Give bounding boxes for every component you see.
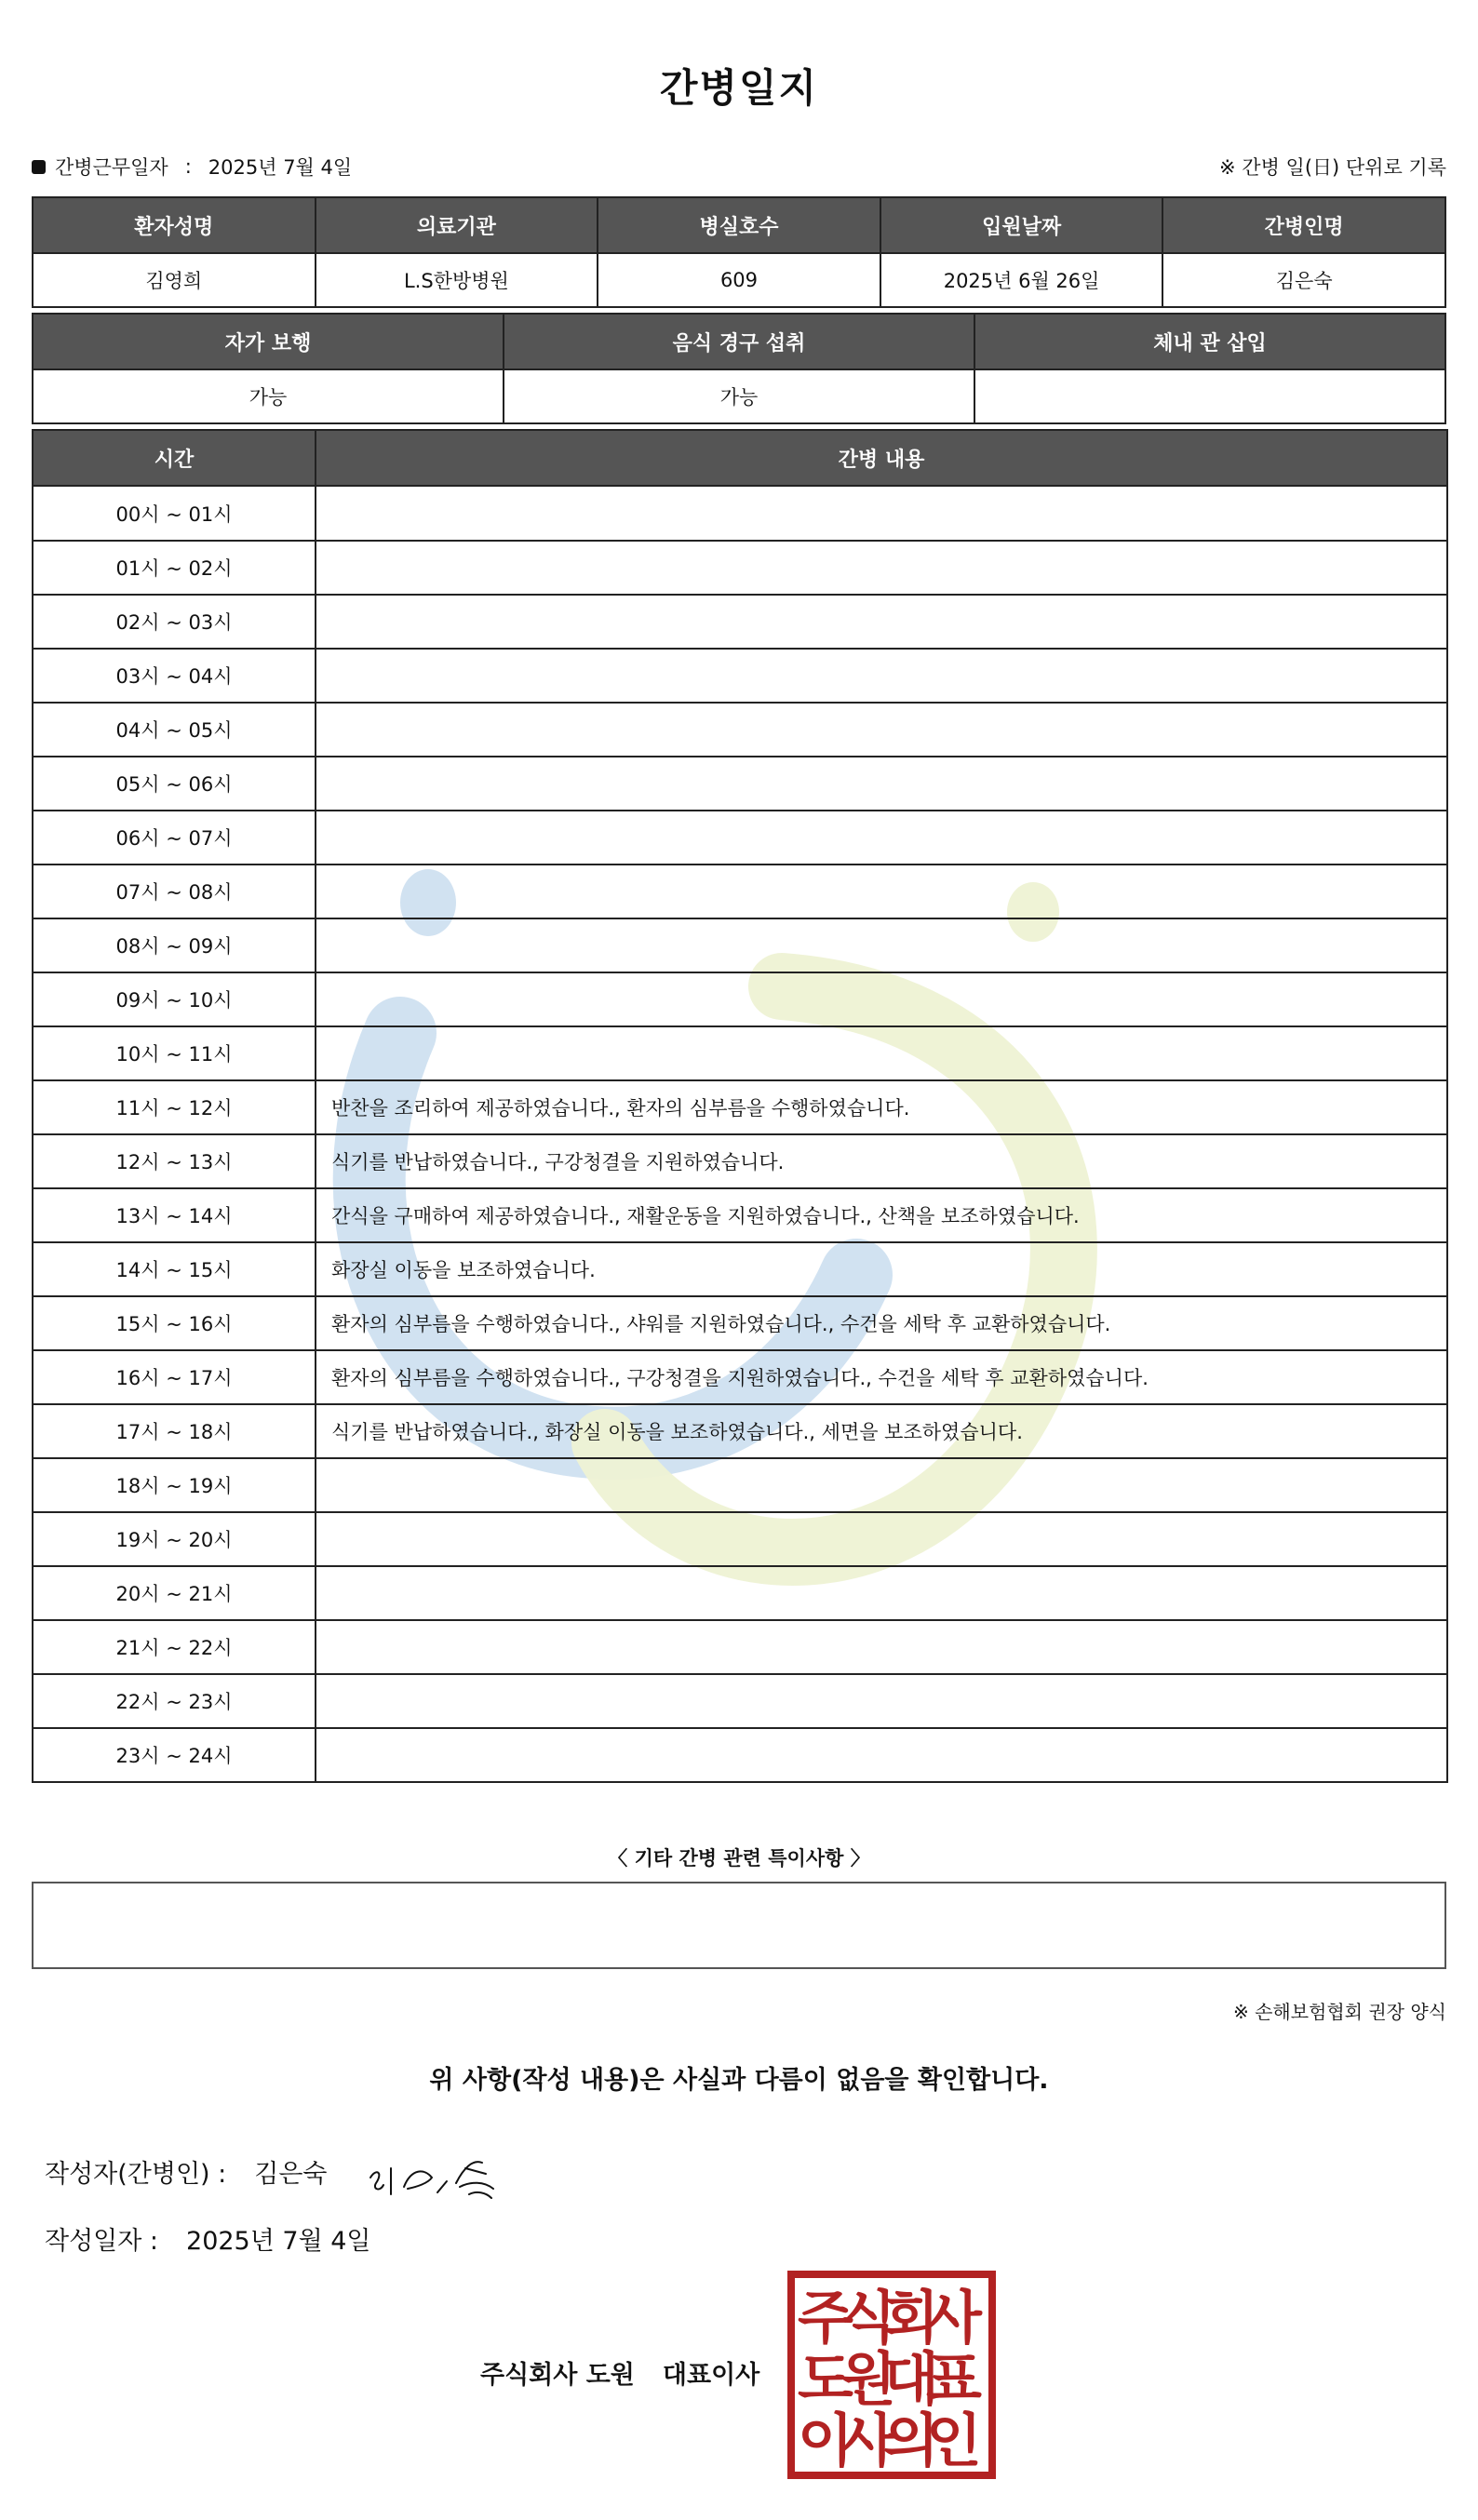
- care-content-cell: 환자의 심부름을 수행하였습니다., 샤워를 지원하였습니다., 수건을 세탁 후 교환하였습니다.: [316, 1296, 1447, 1350]
- care-log-row: [33, 1674, 1447, 1728]
- svg-text:주: 주: [798, 2284, 853, 2352]
- time-slot-cell: 08시 ~ 09시: [33, 918, 316, 972]
- tube-insertion-header: 체내 관 삽입: [974, 314, 1445, 369]
- time-slot-cell: 02시 ~ 03시: [33, 595, 316, 649]
- oral-intake-header: 음식 경구 섭취: [504, 314, 974, 369]
- time-slot-cell: 09시 ~ 10시: [33, 972, 316, 1026]
- time-slot-cell: 22시 ~ 23시: [33, 1674, 316, 1728]
- time-slot-cell: 14시 ~ 15시: [33, 1242, 316, 1296]
- meta-row: [32, 153, 1446, 181]
- svg-text:원: 원: [840, 2345, 896, 2413]
- care-content-cell: [316, 1620, 1447, 1674]
- care-log-row: [33, 811, 1447, 865]
- care-content-cell: [316, 595, 1447, 649]
- care-log-row: [33, 541, 1447, 595]
- time-header: 시간: [33, 430, 316, 486]
- svg-text:사: 사: [840, 2406, 896, 2474]
- work-date-separator: :: [184, 155, 192, 178]
- care-content-cell: 식기를 반납하였습니다., 화장실 이동을 보조하였습니다., 세면을 보조하였습니다.: [316, 1404, 1447, 1458]
- patient-info-value-row: [33, 253, 1445, 307]
- care-log-row: [33, 1566, 1447, 1620]
- oral-intake-value: 가능: [504, 369, 974, 423]
- company-block: [480, 2354, 759, 2391]
- caregiver-name-value: 김은숙: [1162, 253, 1445, 307]
- admission-date-value: 2025년 6월 26일: [880, 253, 1163, 307]
- care-log-row: [33, 972, 1447, 1026]
- work-date-label: 간병근무일자: [55, 156, 168, 179]
- hospital-value: L.S한방병원: [316, 253, 598, 307]
- time-slot-cell: 00시 ~ 01시: [33, 486, 316, 541]
- care-log-header-row: [33, 430, 1447, 486]
- care-content-cell: [316, 972, 1447, 1026]
- care-content-cell: [316, 865, 1447, 918]
- care-log-row: [33, 918, 1447, 972]
- care-log-row: [33, 1026, 1447, 1080]
- svg-text:회: 회: [883, 2284, 939, 2352]
- patient-info-header-row: [33, 197, 1445, 253]
- care-log-row: [33, 1404, 1447, 1458]
- care-log-row: [33, 1080, 1447, 1134]
- care-content-cell: 간식을 구매하여 제공하였습니다., 재활운동을 지원하였습니다., 산책을 보조하였습니다.: [316, 1188, 1447, 1242]
- time-slot-cell: 15시 ~ 16시: [33, 1296, 316, 1350]
- care-log-row: [33, 1242, 1447, 1296]
- patient-info-table: [32, 196, 1446, 308]
- care-log-row: [33, 1296, 1447, 1350]
- care-log-body: [33, 486, 1447, 1782]
- care-content-cell: 화장실 이동을 보조하였습니다.: [316, 1242, 1447, 1296]
- care-content-cell: [316, 649, 1447, 703]
- company-seal-stamp: [787, 2271, 996, 2479]
- patient-status-table: [32, 313, 1446, 424]
- work-date-group: [32, 153, 352, 181]
- writer-label: 작성자(간병인) :: [45, 2160, 227, 2189]
- care-log-table: [32, 429, 1448, 1783]
- care-content-cell: [316, 757, 1447, 811]
- patient-name-value: 김영희: [33, 253, 316, 307]
- care-content-cell: [316, 918, 1447, 972]
- time-slot-cell: 21시 ~ 22시: [33, 1620, 316, 1674]
- care-log-row: [33, 595, 1447, 649]
- record-unit-note: ※ 간병 일(日) 단위로 기록: [1219, 156, 1446, 179]
- caregiver-name-header: 간병인명: [1162, 197, 1445, 253]
- care-content-cell: [316, 1728, 1447, 1782]
- svg-text:이: 이: [798, 2406, 853, 2474]
- remarks-box: [32, 1882, 1446, 1969]
- patient-status-value-row: [33, 369, 1445, 423]
- care-content-cell: 식기를 반납하였습니다., 구강청결을 지원하였습니다.: [316, 1134, 1447, 1188]
- care-log-row: [33, 1458, 1447, 1512]
- time-slot-cell: 05시 ~ 06시: [33, 757, 316, 811]
- time-slot-cell: 16시 ~ 17시: [33, 1350, 316, 1404]
- time-slot-cell: 17시 ~ 18시: [33, 1404, 316, 1458]
- care-content-cell: [316, 541, 1447, 595]
- patient-name-header: 환자성명: [33, 197, 316, 253]
- writer-row: [45, 2153, 328, 2190]
- self-walking-value: 가능: [33, 369, 504, 423]
- time-slot-cell: 18시 ~ 19시: [33, 1458, 316, 1512]
- svg-text:식: 식: [840, 2284, 896, 2352]
- form-note: ※ 손해보험협회 권장 양식: [1232, 2001, 1446, 2023]
- admission-date-header: 입원날짜: [880, 197, 1163, 253]
- care-log-row: [33, 486, 1447, 541]
- care-log-row: [33, 757, 1447, 811]
- work-date-value: 2025년 7월 4일: [208, 156, 353, 179]
- care-log-row: [33, 1350, 1447, 1404]
- hospital-header: 의료기관: [316, 197, 598, 253]
- time-slot-cell: 23시 ~ 24시: [33, 1728, 316, 1782]
- care-log-row: [33, 1188, 1447, 1242]
- care-log-row: [33, 865, 1447, 918]
- page-title: 간병일지: [659, 65, 819, 111]
- written-date-label: 작성일자 :: [45, 2227, 159, 2256]
- care-log-row: [33, 649, 1447, 703]
- care-content-cell: [316, 486, 1447, 541]
- company-name: 주식회사 도원: [480, 2361, 635, 2390]
- written-date-row: [45, 2220, 371, 2257]
- confirmation-statement: 위 사항(작성 내용)은 사실과 다름이 없음을 확인합니다.: [429, 2066, 1049, 2095]
- care-log-row: [33, 1728, 1447, 1782]
- svg-text:대: 대: [883, 2345, 939, 2413]
- care-content-cell: [316, 811, 1447, 865]
- svg-text:도: 도: [798, 2345, 853, 2413]
- time-slot-cell: 19시 ~ 20시: [33, 1512, 316, 1566]
- care-content-cell: [316, 1674, 1447, 1728]
- care-content-cell: [316, 1026, 1447, 1080]
- written-date-value: 2025년 7월 4일: [186, 2227, 371, 2256]
- svg-text:표: 표: [926, 2345, 982, 2413]
- time-slot-cell: 01시 ~ 02시: [33, 541, 316, 595]
- tube-insertion-value: [974, 369, 1445, 423]
- company-title: 대표이사: [662, 2361, 760, 2390]
- handwritten-signature: [363, 2140, 531, 2215]
- room-number-value: 609: [598, 253, 880, 307]
- time-slot-cell: 20시 ~ 21시: [33, 1566, 316, 1620]
- time-slot-cell: 04시 ~ 05시: [33, 703, 316, 757]
- care-log-row: [33, 1512, 1447, 1566]
- care-content-cell: [316, 703, 1447, 757]
- care-content-header: 간병 내용: [316, 430, 1447, 486]
- svg-text:사: 사: [926, 2284, 982, 2352]
- bullet-square-icon: [32, 160, 46, 174]
- svg-text:의: 의: [883, 2406, 939, 2474]
- care-log-row: [33, 1134, 1447, 1188]
- care-content-cell: [316, 1566, 1447, 1620]
- room-number-header: 병실호수: [598, 197, 880, 253]
- svg-text:인: 인: [926, 2406, 982, 2474]
- care-log-row: [33, 1620, 1447, 1674]
- self-walking-header: 자가 보행: [33, 314, 504, 369]
- care-content-cell: 반찬을 조리하여 제공하였습니다., 환자의 심부름을 수행하였습니다.: [316, 1080, 1447, 1134]
- time-slot-cell: 13시 ~ 14시: [33, 1188, 316, 1242]
- time-slot-cell: 03시 ~ 04시: [33, 649, 316, 703]
- patient-status-header-row: [33, 314, 1445, 369]
- care-content-cell: 환자의 심부름을 수행하였습니다., 구강청결을 지원하였습니다., 수건을 세탁 후 교환하였습니다.: [316, 1350, 1447, 1404]
- time-slot-cell: 11시 ~ 12시: [33, 1080, 316, 1134]
- care-content-cell: [316, 1512, 1447, 1566]
- time-slot-cell: 12시 ~ 13시: [33, 1134, 316, 1188]
- time-slot-cell: 10시 ~ 11시: [33, 1026, 316, 1080]
- time-slot-cell: 07시 ~ 08시: [33, 865, 316, 918]
- care-content-cell: [316, 1458, 1447, 1512]
- care-log-row: [33, 703, 1447, 757]
- time-slot-cell: 06시 ~ 07시: [33, 811, 316, 865]
- writer-name: 김은숙: [254, 2160, 328, 2189]
- remarks-title: 〈 기타 간병 관련 특이사항 〉: [608, 1847, 870, 1870]
